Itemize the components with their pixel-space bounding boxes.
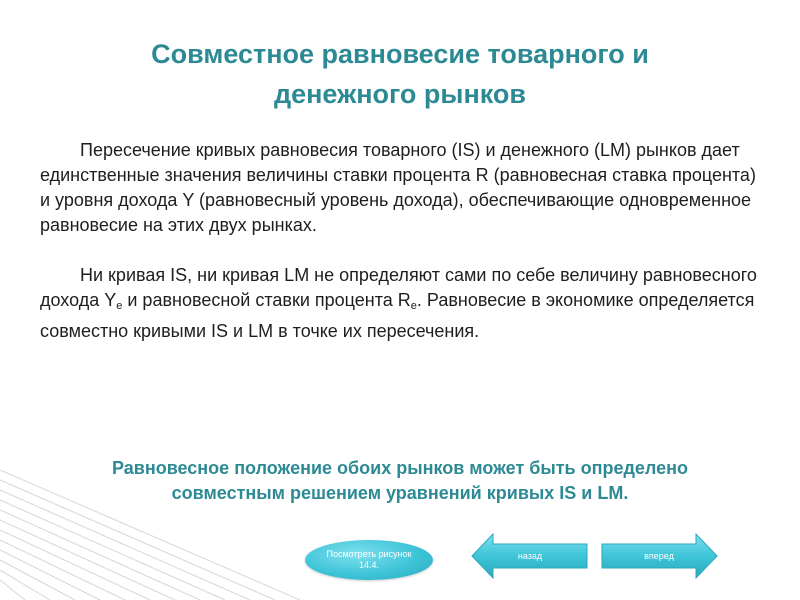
paragraph-2 bbox=[40, 263, 770, 344]
back-button[interactable] bbox=[471, 533, 589, 579]
slide-title bbox=[60, 34, 740, 114]
subscript-rate: e bbox=[410, 300, 417, 312]
paragraph-1-text: Пересечение кривых равновесия товарного (IS) и денежного (LM) рынков дает единственные значения величины ставки процента R (равновесная ставка процента) и уровня дохода Y (равновесный уровень дохода), обеспечивающие одновременное равновесие на этих двух рынках. bbox=[40, 140, 756, 235]
title-line-1: Совместное равновесие товарного и bbox=[151, 39, 649, 69]
title-line-2: денежного рынков bbox=[273, 79, 527, 109]
conclusion-line-2: совместным решением уравнений кривых IS и LM. bbox=[171, 483, 629, 503]
paragraph-2-part-2: и равновесной ставки процента R bbox=[122, 290, 411, 310]
paragraph-2-part-3: . Равновесие в экономике определяется совместно кривыми IS и LM в точке их пересечения. bbox=[40, 290, 755, 341]
forward-label: вперед bbox=[644, 551, 674, 561]
view-figure-label: Посмотреть рисунок 14.4. bbox=[326, 549, 412, 570]
subscript-income: e bbox=[116, 300, 123, 312]
conclusion-text bbox=[20, 456, 780, 506]
conclusion-line-1: Равновесное положение обоих рынков может быть определено bbox=[111, 458, 689, 478]
forward-button[interactable] bbox=[600, 533, 718, 579]
back-label: назад bbox=[517, 551, 543, 561]
paragraph-1 bbox=[40, 138, 770, 238]
paragraph-2-part-1: Ни кривая IS, ни кривая LM не определяют сами по себе величину равновесного дохода Y bbox=[40, 265, 757, 310]
slide-body bbox=[40, 138, 770, 344]
view-figure-button[interactable] bbox=[305, 540, 433, 580]
